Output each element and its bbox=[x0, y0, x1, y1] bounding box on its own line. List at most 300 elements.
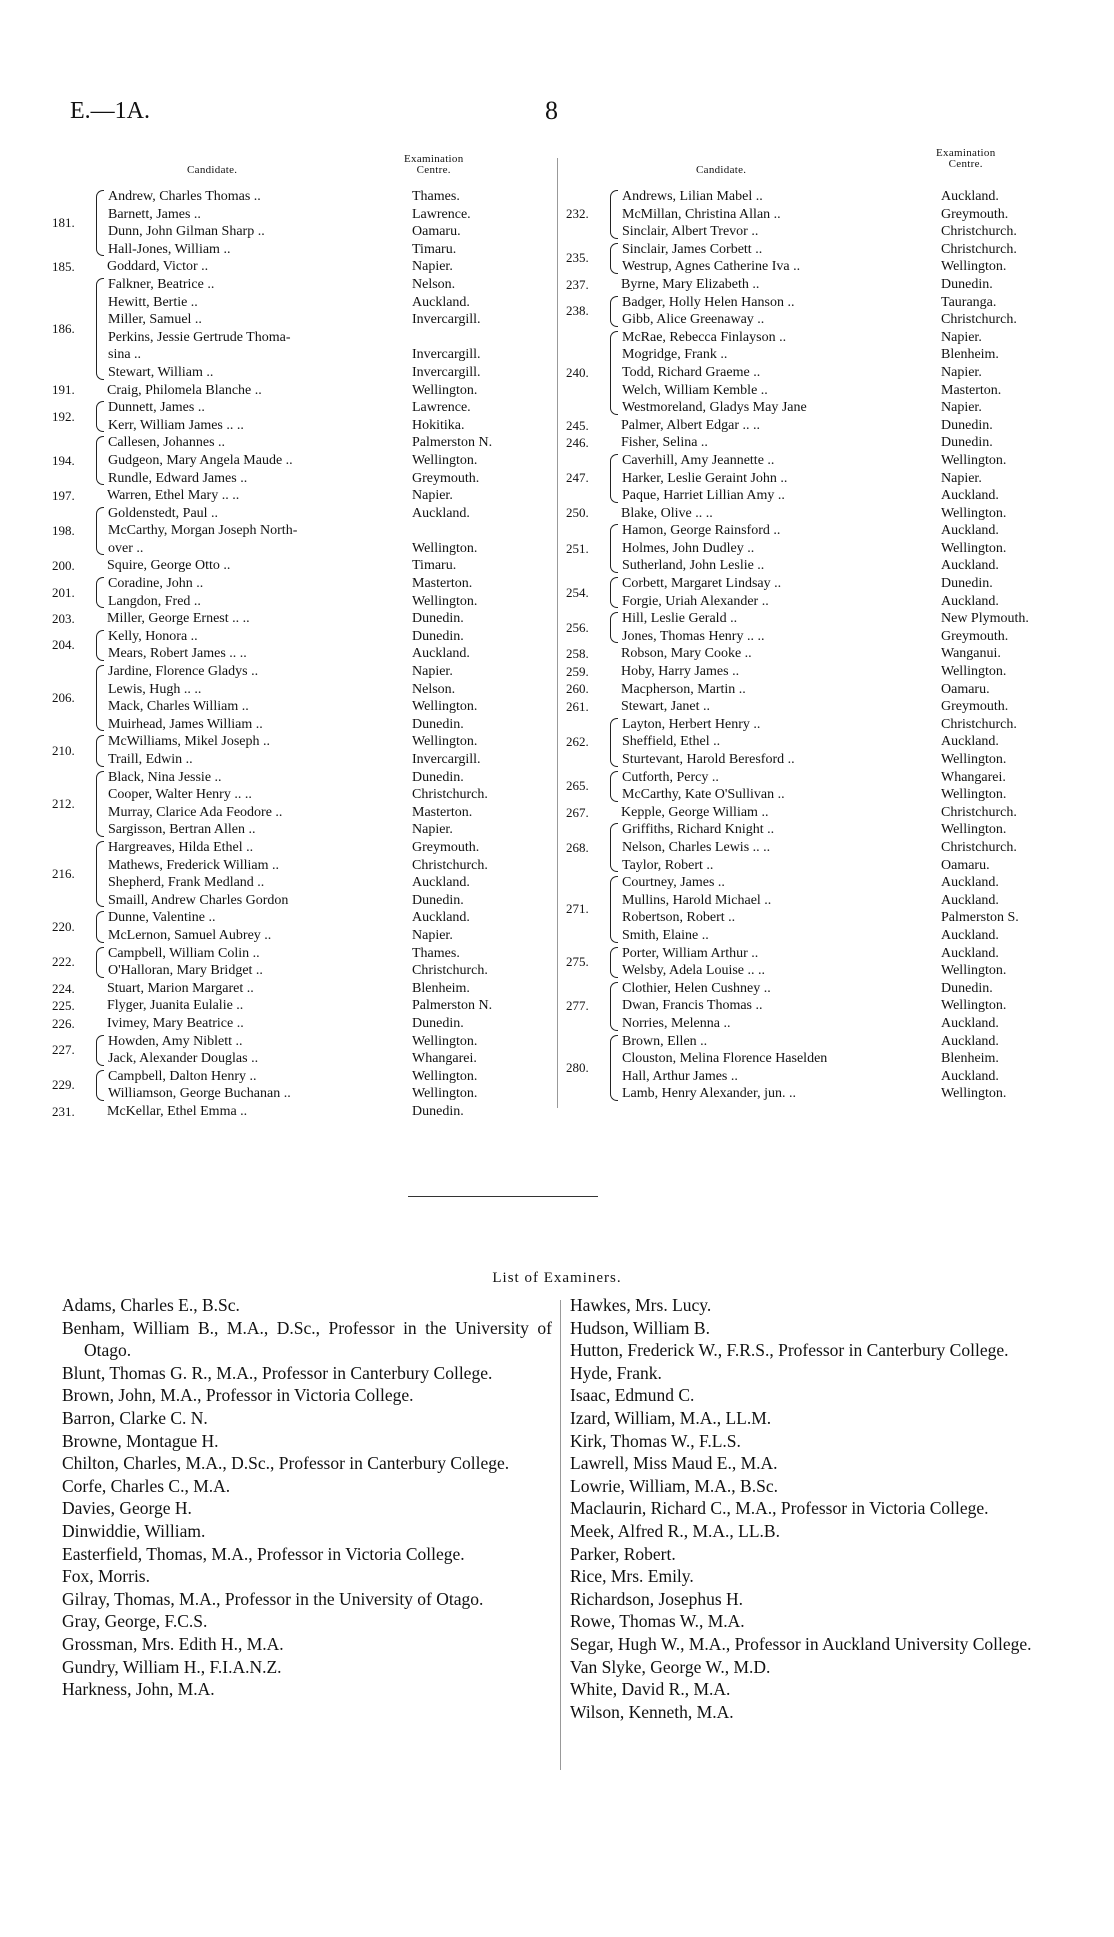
candidate-row bbox=[108, 927, 522, 945]
candidate-row bbox=[107, 980, 522, 998]
group-rows bbox=[108, 733, 522, 768]
candidate-group bbox=[52, 434, 522, 487]
group-rows bbox=[108, 276, 522, 382]
candidate-name: Welch, William Kemble .. bbox=[622, 382, 768, 398]
group-bracket bbox=[610, 718, 618, 767]
examination-centre: Dunedin. bbox=[941, 435, 993, 451]
candidate-group bbox=[566, 945, 1066, 980]
group-number: 256. bbox=[566, 619, 589, 635]
group-number: 222. bbox=[52, 954, 75, 970]
examination-centre: Dunedin. bbox=[412, 716, 464, 732]
examiner-entry: Lowrie, William, M.A., B.Sc. bbox=[570, 1475, 778, 1496]
examiner-entry: Browne, Montague H. bbox=[62, 1430, 219, 1451]
document-reference: E.—1A. bbox=[70, 98, 150, 124]
examination-centre: Christchurch. bbox=[412, 857, 488, 873]
candidate-row bbox=[108, 1033, 522, 1051]
candidate-row bbox=[621, 434, 1066, 452]
candidate-name: O'Halloran, Mary Bridget .. bbox=[108, 963, 263, 979]
examination-centre: Christchurch. bbox=[941, 839, 1017, 855]
group-bracket bbox=[96, 911, 104, 942]
candidate-name: Clouston, Melina Florence Haselden bbox=[622, 1051, 828, 1067]
group-rows bbox=[622, 821, 1066, 874]
candidate-row bbox=[622, 364, 1066, 382]
candidate-name: Hewitt, Bertie .. bbox=[108, 294, 198, 310]
group-bracket bbox=[96, 947, 104, 978]
examination-centre: Auckland. bbox=[941, 488, 999, 504]
examination-centre: Auckland. bbox=[941, 892, 999, 908]
candidate-name: Hamon, George Rainsford .. bbox=[622, 523, 781, 539]
candidate-row bbox=[622, 223, 1066, 241]
candidate-name: McWilliams, Mikel Joseph .. bbox=[108, 734, 270, 750]
candidate-group bbox=[566, 417, 1066, 435]
examination-centre: Nelson. bbox=[412, 681, 456, 697]
candidate-name: Forgie, Uriah Alexander .. bbox=[622, 593, 769, 609]
candidate-row bbox=[108, 276, 522, 294]
examination-centre: Invercargill. bbox=[412, 312, 481, 328]
candidate-name: Porter, William Arthur .. bbox=[622, 945, 759, 961]
examination-centre: Auckland. bbox=[941, 927, 999, 943]
candidate-row bbox=[622, 610, 1066, 628]
candidate-row bbox=[108, 892, 522, 910]
group-rows bbox=[621, 698, 1066, 716]
group-number: 191. bbox=[52, 382, 75, 398]
candidate-row bbox=[622, 751, 1066, 769]
group-bracket bbox=[96, 841, 104, 907]
candidate-row bbox=[622, 522, 1066, 540]
examiner-entry: Maclaurin, Richard C., M.A., Professor in Victoria College. bbox=[570, 1498, 989, 1519]
candidate-name: Murray, Clarice Ada Feodore .. bbox=[108, 804, 283, 820]
candidate-row bbox=[622, 188, 1066, 206]
examination-centre: Hokitika. bbox=[412, 417, 465, 433]
candidate-name: Cutforth, Percy .. bbox=[622, 769, 719, 785]
examination-centre: Dunedin. bbox=[412, 1015, 464, 1031]
group-rows bbox=[622, 610, 1066, 645]
group-rows bbox=[621, 645, 1066, 663]
examiner-entry: Gilray, Thomas, M.A., Professor in the University of Otago. bbox=[62, 1588, 484, 1609]
candidate-row bbox=[621, 663, 1066, 681]
candidate-row bbox=[108, 434, 522, 452]
candidate-name: Sargisson, Bertran Allen .. bbox=[108, 822, 256, 838]
candidate-row bbox=[622, 1033, 1066, 1051]
examination-centre: Greymouth. bbox=[941, 206, 1009, 222]
group-bracket bbox=[96, 190, 104, 256]
examiner-entry: Dinwiddie, William. bbox=[62, 1520, 206, 1541]
candidate-name: Corbett, Margaret Lindsay .. bbox=[622, 576, 782, 592]
candidate-name: Mullins, Harold Michael .. bbox=[622, 892, 772, 908]
candidate-row bbox=[622, 258, 1066, 276]
examiner-entry: Brown, John, M.A., Professor in Victoria College. bbox=[62, 1385, 414, 1406]
candidate-group bbox=[52, 1015, 522, 1033]
group-number: 185. bbox=[52, 259, 75, 275]
candidate-group bbox=[52, 909, 522, 944]
candidate-row bbox=[622, 206, 1066, 224]
candidate-name: Lamb, Henry Alexander, jun. .. bbox=[622, 1086, 797, 1102]
candidate-row bbox=[108, 857, 522, 875]
candidate-row bbox=[108, 1068, 522, 1086]
examination-centre: Invercargill. bbox=[412, 347, 481, 363]
candidate-name: McRae, Rebecca Finlayson .. bbox=[622, 329, 787, 345]
examination-centre: Auckland. bbox=[941, 875, 999, 891]
candidate-group bbox=[566, 769, 1066, 804]
group-bracket bbox=[610, 454, 618, 503]
group-rows bbox=[622, 329, 1066, 417]
examiner-entry: Izard, William, M.A., LL.M. bbox=[570, 1407, 772, 1428]
group-number: 271. bbox=[566, 901, 589, 917]
candidate-group bbox=[52, 575, 522, 610]
group-bracket bbox=[96, 507, 104, 556]
group-bracket bbox=[610, 436, 617, 450]
candidate-name: Dwan, Francis Thomas .. bbox=[622, 998, 763, 1014]
page-number: 8 bbox=[545, 96, 558, 125]
candidate-row bbox=[108, 346, 522, 364]
examination-centre: Auckland. bbox=[412, 646, 470, 662]
group-number: 186. bbox=[52, 320, 75, 336]
examination-centre: Wellington. bbox=[941, 259, 1007, 275]
examination-centre: Christchurch. bbox=[941, 804, 1017, 820]
candidate-group bbox=[566, 980, 1066, 1033]
centre-heading-line1: Examination bbox=[936, 147, 996, 159]
group-bracket bbox=[96, 1070, 104, 1101]
candidate-name: Campbell, Dalton Henry .. bbox=[108, 1068, 257, 1084]
group-rows bbox=[107, 1103, 522, 1121]
candidate-name: Miller, George Ernest .. .. bbox=[107, 611, 250, 627]
examiner-entry: Chilton, Charles, M.A., D.Sc., Professor in Canterbury College. bbox=[62, 1453, 510, 1474]
examiner-entry: Gundry, William H., F.I.A.N.Z. bbox=[62, 1656, 282, 1677]
candidate-group bbox=[566, 821, 1066, 874]
group-rows bbox=[108, 628, 522, 663]
candidate-row bbox=[622, 540, 1066, 558]
examination-centre: Whangarei. bbox=[412, 1051, 477, 1067]
group-bracket bbox=[96, 735, 104, 766]
examination-centre: Dunedin. bbox=[412, 892, 464, 908]
examiner-entry: Grossman, Mrs. Edith H., M.A. bbox=[62, 1633, 284, 1654]
candidate-name: Mack, Charles William .. bbox=[108, 699, 249, 715]
examination-centre: Palmerston N. bbox=[412, 998, 493, 1014]
candidate-row bbox=[108, 663, 522, 681]
candidate-row bbox=[622, 1015, 1066, 1033]
group-number: 260. bbox=[566, 681, 589, 697]
examination-centre: Napier. bbox=[412, 664, 453, 680]
examination-centre: Oamaru. bbox=[941, 681, 990, 697]
candidate-name: McCarthy, Kate O'Sullivan .. bbox=[622, 787, 785, 803]
group-bracket bbox=[96, 436, 104, 485]
candidate-row bbox=[108, 733, 522, 751]
examination-centre: Napier. bbox=[412, 488, 453, 504]
group-bracket bbox=[610, 823, 618, 872]
group-number: 197. bbox=[52, 487, 75, 503]
candidate-row bbox=[108, 716, 522, 734]
candidates-column-right bbox=[566, 148, 1066, 1103]
candidate-group bbox=[566, 452, 1066, 505]
group-bracket bbox=[610, 771, 618, 802]
candidate-group bbox=[566, 188, 1066, 241]
candidate-row bbox=[621, 505, 1066, 523]
candidate-row bbox=[108, 417, 522, 435]
group-number: 181. bbox=[52, 215, 75, 231]
candidate-name: Kepple, George William .. bbox=[621, 804, 769, 820]
examination-centre: Wellington. bbox=[412, 593, 478, 609]
candidate-group bbox=[52, 997, 522, 1015]
examination-centre: Dunedin. bbox=[941, 576, 993, 592]
candidate-name: over .. bbox=[108, 540, 144, 556]
group-number: 220. bbox=[52, 918, 75, 934]
candidate-group bbox=[52, 1103, 522, 1121]
candidate-group bbox=[566, 575, 1066, 610]
examiner-entry: Fox, Morris. bbox=[62, 1566, 150, 1587]
examiner-entry: Segar, Hugh W., M.A., Professor in Auckland University College. bbox=[570, 1633, 1032, 1654]
group-rows bbox=[108, 769, 522, 839]
group-rows bbox=[621, 417, 1066, 435]
candidate-group bbox=[566, 716, 1066, 769]
candidate-row bbox=[622, 892, 1066, 910]
candidate-group bbox=[52, 610, 522, 628]
group-rows bbox=[108, 505, 522, 558]
examination-centre: Christchurch. bbox=[941, 312, 1017, 328]
candidate-row bbox=[622, 980, 1066, 998]
candidate-name: Warren, Ethel Mary .. .. bbox=[107, 488, 240, 504]
examiner-entry: Hyde, Frank. bbox=[570, 1362, 662, 1383]
candidate-row bbox=[108, 206, 522, 224]
candidate-name: Robertson, Robert .. bbox=[622, 910, 736, 926]
candidate-name: Hall, Arthur James .. bbox=[622, 1068, 738, 1084]
examination-centre: Wellington. bbox=[412, 382, 478, 398]
candidate-name: Palmer, Albert Edgar .. .. bbox=[621, 417, 761, 433]
candidate-name: Harker, Leslie Geraint John .. bbox=[622, 470, 788, 486]
candidate-row bbox=[108, 329, 522, 347]
group-rows bbox=[108, 1068, 522, 1103]
examination-centre: Wellington. bbox=[941, 787, 1007, 803]
candidate-name: Craig, Philomela Blanche .. bbox=[107, 382, 262, 398]
candidate-row bbox=[108, 751, 522, 769]
examination-centre: Auckland. bbox=[412, 910, 470, 926]
candidate-heading: Candidate. bbox=[187, 164, 238, 176]
group-rows bbox=[108, 945, 522, 980]
examination-centre: Blenheim. bbox=[941, 1051, 999, 1067]
group-bracket bbox=[96, 1105, 103, 1119]
candidate-group bbox=[52, 628, 522, 663]
examination-centre: Wellington. bbox=[412, 540, 478, 556]
examination-centre: Dunedin. bbox=[412, 611, 464, 627]
candidate-group bbox=[566, 294, 1066, 329]
candidate-name: Mogridge, Frank .. bbox=[622, 347, 728, 363]
candidate-name: Rundle, Edward James .. bbox=[108, 470, 248, 486]
candidate-row bbox=[621, 276, 1066, 294]
group-rows bbox=[622, 522, 1066, 575]
candidate-group bbox=[566, 874, 1066, 944]
candidate-row bbox=[621, 645, 1066, 663]
candidate-name: Callesen, Johannes .. bbox=[108, 435, 226, 451]
candidate-row bbox=[107, 1015, 522, 1033]
examination-centre: Napier. bbox=[941, 364, 982, 380]
candidate-row bbox=[622, 557, 1066, 575]
candidate-row bbox=[107, 997, 522, 1015]
candidate-name: Gibb, Alice Greenaway .. bbox=[622, 312, 765, 328]
group-number: 224. bbox=[52, 980, 75, 996]
candidate-row bbox=[622, 628, 1066, 646]
group-rows bbox=[621, 434, 1066, 452]
group-number: 212. bbox=[52, 795, 75, 811]
group-number: 275. bbox=[566, 954, 589, 970]
candidate-row bbox=[108, 645, 522, 663]
group-rows bbox=[108, 909, 522, 944]
group-rows bbox=[107, 557, 522, 575]
examiner-entry: Easterfield, Thomas, M.A., Professor in Victoria College. bbox=[62, 1543, 465, 1564]
group-bracket bbox=[96, 278, 104, 380]
group-number: 203. bbox=[52, 611, 75, 627]
candidate-name: Sutherland, John Leslie .. bbox=[622, 558, 765, 574]
group-rows bbox=[622, 945, 1066, 980]
group-number: 200. bbox=[52, 558, 75, 574]
candidate-row bbox=[108, 575, 522, 593]
group-bracket bbox=[96, 260, 103, 274]
candidate-name: McCarthy, Morgan Joseph North- bbox=[108, 523, 298, 539]
examiner-entry: Richardson, Josephus H. bbox=[570, 1588, 744, 1609]
candidate-name: Layton, Herbert Henry .. bbox=[622, 716, 761, 732]
candidate-row bbox=[622, 593, 1066, 611]
candidate-group bbox=[52, 276, 522, 382]
candidate-name: Ivimey, Mary Beatrice .. bbox=[107, 1015, 244, 1031]
group-number: 250. bbox=[566, 505, 589, 521]
examination-centre: Wellington. bbox=[941, 822, 1007, 838]
candidate-group bbox=[52, 980, 522, 998]
examination-centre: Lawrence. bbox=[412, 400, 471, 416]
candidate-row bbox=[621, 417, 1066, 435]
candidate-row bbox=[108, 188, 522, 206]
candidate-row bbox=[622, 452, 1066, 470]
candidate-name: Nelson, Charles Lewis .. .. bbox=[622, 839, 771, 855]
group-rows bbox=[108, 1033, 522, 1068]
group-rows bbox=[107, 258, 522, 276]
examination-centre: New Plymouth. bbox=[941, 611, 1029, 627]
candidate-name: Kerr, William James .. .. bbox=[108, 417, 244, 433]
candidate-group bbox=[566, 276, 1066, 294]
candidate-name: Sinclair, James Corbett .. bbox=[622, 241, 763, 257]
candidate-name: Jardine, Florence Gladys .. bbox=[108, 664, 259, 680]
candidate-row bbox=[622, 311, 1066, 329]
group-rows bbox=[622, 1033, 1066, 1103]
group-bracket bbox=[96, 771, 104, 837]
group-rows bbox=[108, 188, 522, 258]
examination-centre: Dunedin. bbox=[412, 1103, 464, 1119]
candidate-row bbox=[622, 470, 1066, 488]
examination-centre: Whangarei. bbox=[941, 769, 1006, 785]
group-bracket bbox=[610, 612, 618, 643]
candidate-name: Macpherson, Martin .. bbox=[621, 681, 746, 697]
candidate-name: Robson, Mary Cooke .. bbox=[621, 646, 752, 662]
candidate-name: Blake, Olive .. .. bbox=[621, 505, 713, 521]
group-bracket bbox=[610, 577, 618, 608]
candidate-row bbox=[108, 470, 522, 488]
group-number: 280. bbox=[566, 1059, 589, 1075]
examination-centre: Auckland. bbox=[941, 1033, 999, 1049]
candidate-name: McMillan, Christina Allan .. bbox=[622, 206, 781, 222]
examiner-entry: Wilson, Kenneth, M.A. bbox=[570, 1701, 734, 1722]
group-bracket bbox=[96, 401, 104, 432]
group-number: 245. bbox=[566, 417, 589, 433]
group-number: 262. bbox=[566, 734, 589, 750]
candidate-name: Caverhill, Amy Jeannette .. bbox=[622, 452, 775, 468]
examiner-entry: Davies, George H. bbox=[62, 1498, 192, 1519]
examiner-entry: Harkness, John, M.A. bbox=[62, 1679, 215, 1700]
examination-centre: Wellington. bbox=[941, 1086, 1007, 1102]
candidate-row bbox=[108, 839, 522, 857]
examiner-entry: Hawkes, Mrs. Lucy. bbox=[570, 1295, 712, 1315]
examination-centre: Dunedin. bbox=[412, 628, 464, 644]
candidate-row bbox=[108, 804, 522, 822]
candidate-name: Welsby, Adela Louise .. .. bbox=[622, 963, 765, 979]
candidate-row bbox=[108, 294, 522, 312]
candidate-row bbox=[622, 857, 1066, 875]
group-bracket bbox=[610, 683, 617, 697]
candidate-list-left bbox=[52, 188, 522, 1120]
candidate-group bbox=[52, 399, 522, 434]
candidate-name: Hoby, Harry James .. bbox=[621, 664, 740, 680]
group-bracket bbox=[610, 700, 617, 714]
examination-centre: Thames. bbox=[412, 945, 460, 961]
examination-centre: Wellington. bbox=[941, 452, 1007, 468]
candidate-row bbox=[622, 945, 1066, 963]
candidate-row bbox=[108, 522, 522, 540]
examination-centre: Dunedin. bbox=[941, 276, 993, 292]
group-number: 258. bbox=[566, 646, 589, 662]
examination-centre: Wanganui. bbox=[941, 646, 1001, 662]
examiner-entry: Hutton, Frederick W., F.R.S., Professor in Canterbury College. bbox=[570, 1340, 1009, 1361]
candidate-name: Paque, Harriet Lillian Amy .. bbox=[622, 488, 785, 504]
candidate-row bbox=[108, 909, 522, 927]
group-rows bbox=[622, 241, 1066, 276]
examination-centre: Napier. bbox=[941, 329, 982, 345]
candidate-row bbox=[622, 962, 1066, 980]
candidate-row bbox=[622, 927, 1066, 945]
candidate-row bbox=[108, 769, 522, 787]
group-rows bbox=[107, 1015, 522, 1033]
candidate-name: Dunnett, James .. bbox=[108, 400, 205, 416]
candidate-row bbox=[622, 329, 1066, 347]
candidate-name: Stewart, Janet .. bbox=[621, 699, 711, 715]
examination-centre: Oamaru. bbox=[941, 857, 990, 873]
candidate-group bbox=[566, 522, 1066, 575]
centre-heading bbox=[936, 148, 996, 170]
examination-centre: Napier. bbox=[941, 470, 982, 486]
examination-centre: Timaru. bbox=[412, 241, 457, 257]
candidate-name: Barnett, James .. bbox=[108, 206, 201, 222]
examination-centre: Oamaru. bbox=[412, 224, 461, 240]
group-bracket bbox=[96, 559, 103, 573]
examination-centre: Christchurch. bbox=[941, 716, 1017, 732]
group-rows bbox=[621, 681, 1066, 699]
candidate-name: Falkner, Beatrice .. bbox=[108, 276, 215, 292]
candidate-row bbox=[108, 399, 522, 417]
candidate-group bbox=[566, 698, 1066, 716]
candidate-name: Howden, Amy Niblett .. bbox=[108, 1033, 243, 1049]
candidate-name: Perkins, Jessie Gertrude Thoma- bbox=[108, 329, 291, 345]
group-bracket bbox=[96, 384, 103, 398]
examination-centre bbox=[412, 522, 522, 540]
group-rows bbox=[107, 980, 522, 998]
examination-centre: Invercargill. bbox=[412, 752, 481, 767]
candidate-row bbox=[108, 628, 522, 646]
candidate-group bbox=[52, 1033, 522, 1068]
candidate-group bbox=[52, 769, 522, 839]
candidate-row bbox=[622, 786, 1066, 804]
candidate-row bbox=[107, 258, 522, 276]
candidate-name: Clothier, Helen Cushney .. bbox=[622, 980, 771, 996]
candidate-row bbox=[622, 874, 1066, 892]
group-rows bbox=[622, 716, 1066, 769]
examination-centre: Greymouth. bbox=[412, 470, 480, 486]
examination-centre: Auckland. bbox=[941, 945, 999, 961]
candidate-row bbox=[622, 1068, 1066, 1086]
